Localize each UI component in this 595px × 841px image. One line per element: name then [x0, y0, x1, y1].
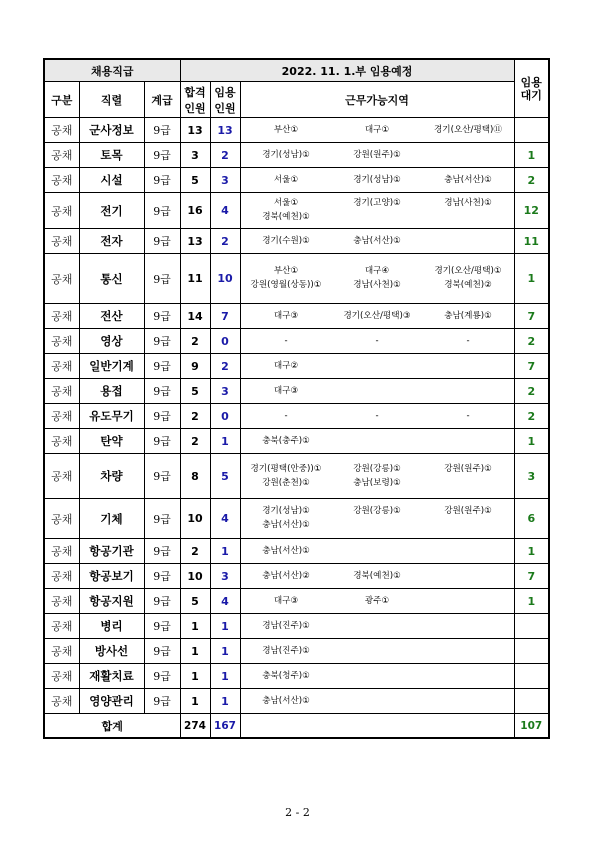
division-cell: 공채	[44, 118, 79, 143]
region-item: 경기(고양)①	[353, 198, 401, 208]
division-cell: 공채	[44, 193, 79, 229]
wait-count-cell	[514, 639, 549, 664]
grade-cell: 9급	[144, 614, 180, 639]
region-item: 경기(수원)①	[262, 235, 310, 246]
region-item: -	[284, 335, 288, 346]
region-cell	[240, 229, 514, 254]
pass-count-cell: 1	[180, 664, 210, 689]
job-cell: 항공지원	[79, 589, 144, 614]
region-cell	[240, 589, 514, 614]
division-cell: 공채	[44, 589, 79, 614]
appoint-count-cell: 1	[210, 664, 240, 689]
pass-count-cell: 10	[180, 564, 210, 589]
table-row	[44, 689, 549, 714]
grade-cell: 9급	[144, 143, 180, 168]
region-item: 광주①	[364, 595, 390, 606]
wait-count-cell: 2	[514, 379, 549, 404]
region-item: -	[466, 335, 470, 346]
wait-count-cell: 7	[514, 304, 549, 329]
total-wait: 107	[514, 714, 549, 739]
region-cell	[240, 193, 514, 229]
region-item: 경남(사천)①	[444, 198, 492, 208]
region-item: 서울①	[273, 198, 299, 208]
header-pass: 합격 인원	[180, 82, 210, 118]
wait-count-cell: 7	[514, 564, 549, 589]
table-row	[44, 329, 549, 354]
grade-cell: 9급	[144, 404, 180, 429]
region-list	[241, 621, 514, 632]
region-item: 대구③	[273, 595, 299, 606]
appoint-count-cell: 2	[210, 229, 240, 254]
grade-cell: 9급	[144, 689, 180, 714]
pass-count-cell: 1	[180, 689, 210, 714]
table-body	[44, 118, 549, 714]
region-item: 충남(보령)①	[353, 477, 401, 488]
grade-cell: 9급	[144, 118, 180, 143]
header-region: 근무가능지역	[240, 82, 514, 118]
job-cell: 탄약	[79, 429, 144, 454]
region-item: 경북(예천)①	[353, 570, 401, 581]
region-item: 경남(사천)①	[353, 280, 401, 290]
pass-count-cell: 5	[180, 379, 210, 404]
table-row	[44, 379, 549, 404]
wait-count-cell: 1	[514, 254, 549, 304]
job-cell: 일반기계	[79, 354, 144, 379]
job-cell: 전산	[79, 304, 144, 329]
region-cell	[240, 354, 514, 379]
division-cell: 공채	[44, 229, 79, 254]
division-cell: 공채	[44, 379, 79, 404]
table-row	[44, 564, 549, 589]
pass-count-cell: 16	[180, 193, 210, 229]
appoint-count-cell: 3	[210, 379, 240, 404]
division-cell: 공채	[44, 329, 79, 354]
region-item: 충남(서산)①	[262, 545, 310, 556]
appoint-count-cell: 7	[210, 304, 240, 329]
region-item: 경기(오산/평택)①	[434, 266, 502, 276]
job-cell: 차량	[79, 454, 144, 499]
appoint-count-cell: 0	[210, 329, 240, 354]
job-cell: 영상	[79, 329, 144, 354]
division-cell: 공채	[44, 429, 79, 454]
region-item: 강원(영월(상동))①	[250, 280, 322, 290]
division-cell: 공채	[44, 639, 79, 664]
appoint-count-cell: 3	[210, 564, 240, 589]
division-cell: 공채	[44, 689, 79, 714]
region-cell	[240, 379, 514, 404]
job-cell: 항공보기	[79, 564, 144, 589]
region-list	[241, 198, 514, 223]
job-cell: 영양관리	[79, 689, 144, 714]
region-item: 충남(계룡)①	[444, 310, 492, 321]
region-item: 경기(성남)①	[353, 174, 401, 185]
total-appoint: 167	[210, 714, 240, 739]
region-cell	[240, 454, 514, 499]
region-cell	[240, 143, 514, 168]
region-item: 강원(강릉)①	[353, 506, 401, 516]
grade-cell: 9급	[144, 564, 180, 589]
region-cell	[240, 664, 514, 689]
total-pass: 274	[180, 714, 210, 739]
table-row	[44, 354, 549, 379]
division-cell: 공채	[44, 614, 79, 639]
region-item: 충남(서산)①	[444, 174, 492, 185]
region-list	[241, 436, 514, 447]
pass-count-cell: 5	[180, 589, 210, 614]
region-item: 강원(원주)①	[444, 463, 492, 474]
region-item: 강원(강릉)①	[353, 463, 401, 474]
region-item: 경남(진주)①	[262, 645, 310, 656]
header-recruit-grade: 채용직급	[44, 59, 180, 82]
pass-count-cell: 2	[180, 539, 210, 564]
table-row	[44, 304, 549, 329]
grade-cell: 9급	[144, 454, 180, 499]
region-item: 충남(서산)①	[353, 235, 401, 246]
job-cell: 토목	[79, 143, 144, 168]
appoint-count-cell: 13	[210, 118, 240, 143]
division-cell: 공채	[44, 539, 79, 564]
job-cell: 기체	[79, 499, 144, 539]
table-row	[44, 664, 549, 689]
table-row	[44, 193, 549, 229]
division-cell: 공채	[44, 664, 79, 689]
region-item: 강원(원주)①	[353, 149, 401, 160]
pass-count-cell: 5	[180, 168, 210, 193]
region-list	[241, 596, 514, 607]
total-row	[44, 714, 549, 739]
table-row	[44, 429, 549, 454]
appoint-count-cell: 0	[210, 404, 240, 429]
region-list	[241, 311, 514, 322]
appoint-count-cell: 3	[210, 168, 240, 193]
wait-count-cell: 2	[514, 329, 549, 354]
wait-count-cell: 1	[514, 539, 549, 564]
region-item: -	[375, 410, 379, 421]
region-list	[241, 336, 514, 347]
pass-count-cell: 2	[180, 404, 210, 429]
wait-count-cell: 2	[514, 404, 549, 429]
region-item: 강원(원주)①	[444, 506, 492, 516]
grade-cell: 9급	[144, 429, 180, 454]
wait-count-cell	[514, 689, 549, 714]
region-item: 충남(서산)①	[262, 520, 310, 530]
table-row	[44, 454, 549, 499]
grade-cell: 9급	[144, 664, 180, 689]
region-item: 경기(성남)①	[262, 506, 310, 516]
region-list	[241, 571, 514, 582]
grade-cell: 9급	[144, 304, 180, 329]
appoint-count-cell: 1	[210, 539, 240, 564]
wait-count-cell	[514, 118, 549, 143]
region-cell	[240, 539, 514, 564]
region-item: 경기(오산/평택)⑪	[434, 124, 503, 135]
region-item: 경기(오산/평택)③	[343, 310, 411, 321]
region-item: 경기(성남)①	[262, 149, 310, 160]
header-job: 직렬	[79, 82, 144, 118]
grade-cell: 9급	[144, 639, 180, 664]
wait-count-cell: 1	[514, 143, 549, 168]
region-list	[241, 411, 514, 422]
region-list	[241, 464, 514, 489]
wait-count-cell: 1	[514, 589, 549, 614]
job-cell: 용접	[79, 379, 144, 404]
pass-count-cell: 3	[180, 143, 210, 168]
table-row	[44, 118, 549, 143]
table-row	[44, 499, 549, 539]
header-appoint: 임용 인원	[210, 82, 240, 118]
region-item: 경남(진주)①	[262, 620, 310, 631]
region-list	[241, 150, 514, 161]
region-cell	[240, 429, 514, 454]
page-number: 2 - 2	[285, 806, 310, 819]
division-cell: 공채	[44, 404, 79, 429]
region-item: -	[284, 410, 288, 421]
region-cell	[240, 404, 514, 429]
total-label: 합계	[44, 714, 180, 739]
region-cell	[240, 254, 514, 304]
pass-count-cell: 2	[180, 329, 210, 354]
region-list	[241, 696, 514, 707]
pass-count-cell: 13	[180, 229, 210, 254]
region-item: 강원(춘천)①	[262, 477, 310, 488]
region-item: 대구③	[273, 385, 299, 396]
region-item: 부산①	[273, 266, 299, 276]
table-row	[44, 168, 549, 193]
pass-count-cell: 14	[180, 304, 210, 329]
appointment-table	[43, 58, 550, 739]
table-row	[44, 143, 549, 168]
wait-count-cell	[514, 614, 549, 639]
pass-count-cell: 1	[180, 639, 210, 664]
job-cell: 시설	[79, 168, 144, 193]
header-schedule: 2022. 11. 1.부 임용예정	[180, 59, 514, 82]
region-item: 부산①	[273, 124, 299, 135]
region-list	[241, 386, 514, 397]
job-cell: 전자	[79, 229, 144, 254]
wait-count-cell: 2	[514, 168, 549, 193]
job-cell: 통신	[79, 254, 144, 304]
region-item: 서울①	[273, 174, 299, 185]
job-cell: 방사선	[79, 639, 144, 664]
region-item: -	[466, 410, 470, 421]
table-row	[44, 254, 549, 304]
appoint-count-cell: 5	[210, 454, 240, 499]
wait-count-cell: 11	[514, 229, 549, 254]
division-cell: 공채	[44, 499, 79, 539]
region-cell	[240, 304, 514, 329]
region-item: 충남(서산)①	[262, 695, 310, 706]
header-grade: 계급	[144, 82, 180, 118]
region-list	[241, 361, 514, 372]
grade-cell: 9급	[144, 589, 180, 614]
region-list	[241, 236, 514, 247]
region-cell	[240, 639, 514, 664]
division-cell: 공채	[44, 143, 79, 168]
region-list	[241, 266, 514, 291]
job-cell: 재활치료	[79, 664, 144, 689]
region-item: 충남(서산)②	[262, 570, 310, 581]
region-item: 대구①	[364, 124, 390, 135]
table-row	[44, 539, 549, 564]
division-cell: 공채	[44, 454, 79, 499]
grade-cell: 9급	[144, 499, 180, 539]
table-row	[44, 229, 549, 254]
appoint-count-cell: 4	[210, 193, 240, 229]
appoint-count-cell: 1	[210, 639, 240, 664]
grade-cell: 9급	[144, 354, 180, 379]
division-cell: 공채	[44, 168, 79, 193]
grade-cell: 9급	[144, 229, 180, 254]
region-item: 충북(충주)①	[262, 435, 310, 446]
region-list	[241, 546, 514, 557]
pass-count-cell: 9	[180, 354, 210, 379]
total-region-empty	[240, 714, 514, 739]
table-row	[44, 639, 549, 664]
appoint-count-cell: 2	[210, 143, 240, 168]
region-cell	[240, 329, 514, 354]
region-item: 대구②	[273, 360, 299, 371]
pass-count-cell: 1	[180, 614, 210, 639]
region-item: 경북(예천)②	[444, 280, 492, 290]
region-cell	[240, 168, 514, 193]
region-cell	[240, 689, 514, 714]
table-row	[44, 614, 549, 639]
division-cell: 공채	[44, 254, 79, 304]
region-list	[241, 506, 514, 531]
job-cell: 군사정보	[79, 118, 144, 143]
region-item: -	[375, 335, 379, 346]
region-item: 경기(평택(안중))①	[250, 463, 322, 474]
pass-count-cell: 11	[180, 254, 210, 304]
appoint-count-cell: 1	[210, 689, 240, 714]
grade-cell: 9급	[144, 329, 180, 354]
pass-count-cell: 8	[180, 454, 210, 499]
wait-count-cell: 7	[514, 354, 549, 379]
division-cell: 공채	[44, 354, 79, 379]
region-item: 경북(예천)①	[262, 212, 310, 222]
appoint-count-cell: 1	[210, 614, 240, 639]
job-cell: 병리	[79, 614, 144, 639]
pass-count-cell: 2	[180, 429, 210, 454]
region-item: 대구④	[364, 266, 390, 276]
job-cell: 전기	[79, 193, 144, 229]
division-cell: 공채	[44, 304, 79, 329]
header-division: 구분	[44, 82, 79, 118]
pass-count-cell: 10	[180, 499, 210, 539]
table-row	[44, 404, 549, 429]
region-cell	[240, 564, 514, 589]
appoint-count-cell: 4	[210, 499, 240, 539]
grade-cell: 9급	[144, 168, 180, 193]
region-list	[241, 125, 514, 136]
region-list	[241, 646, 514, 657]
region-list	[241, 175, 514, 186]
region-list	[241, 671, 514, 682]
header-wait: 임용 대기	[514, 59, 549, 118]
appoint-count-cell: 1	[210, 429, 240, 454]
table-row	[44, 589, 549, 614]
wait-count-cell: 6	[514, 499, 549, 539]
grade-cell: 9급	[144, 254, 180, 304]
region-cell	[240, 118, 514, 143]
grade-cell: 9급	[144, 379, 180, 404]
region-item: 충북(청주)①	[262, 670, 310, 681]
region-cell	[240, 614, 514, 639]
appoint-count-cell: 10	[210, 254, 240, 304]
pass-count-cell: 13	[180, 118, 210, 143]
wait-count-cell: 3	[514, 454, 549, 499]
job-cell: 항공기관	[79, 539, 144, 564]
division-cell: 공채	[44, 564, 79, 589]
wait-count-cell: 12	[514, 193, 549, 229]
wait-count-cell	[514, 664, 549, 689]
appoint-count-cell: 2	[210, 354, 240, 379]
grade-cell: 9급	[144, 193, 180, 229]
region-cell	[240, 499, 514, 539]
grade-cell: 9급	[144, 539, 180, 564]
appoint-count-cell: 4	[210, 589, 240, 614]
job-cell: 유도무기	[79, 404, 144, 429]
region-item: 대구③	[273, 310, 299, 321]
wait-count-cell: 1	[514, 429, 549, 454]
